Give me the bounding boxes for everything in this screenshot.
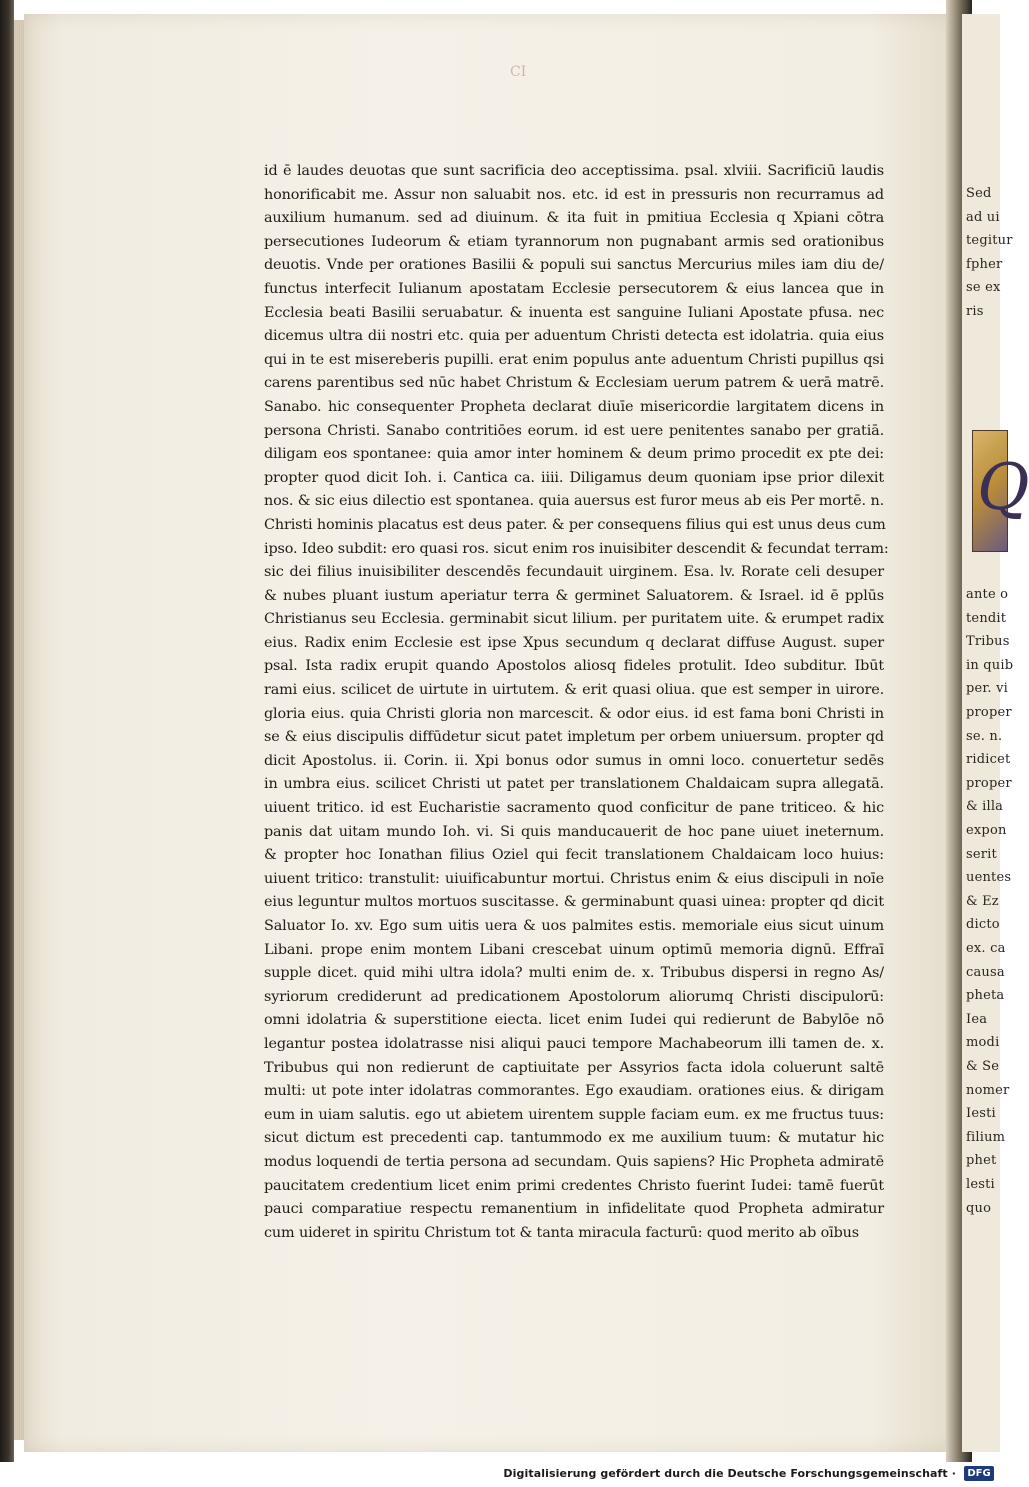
right-fragment-line: pheta: [966, 988, 1005, 1004]
dfg-logo-icon: DFG: [964, 1466, 994, 1481]
text-line: pauci comparatiue respectu remanentium in infidelitate quod Propheta admiratur: [264, 1201, 884, 1218]
faint-page-mark: CI: [510, 64, 527, 80]
text-line: Christianus seu Ecclesia. germinabit sicut lilium. per puritatem uite. & erumpet radix: [264, 611, 884, 628]
text-line: sicut dictum est precedenti cap. tantummodo ex me auxilium tuum: & mutatur hic: [264, 1130, 884, 1147]
text-line: Christi hominis placatus est deus pater. & per consequens filius qui est unus deus cum: [264, 516, 886, 533]
text-line: deuotis. Vnde per orationes Basilii & populi sui sanctus Mercurius miles iam diu de/: [264, 257, 884, 274]
right-fragment-line: Sed: [966, 186, 992, 201]
digitization-footer: [0, 1462, 1000, 1487]
text-line: persona Christi. Sanabo contritiōes eorum. id est uere penitentes sanabo per gratiā.: [264, 422, 884, 439]
text-line: auxilium humanum. sed ad diuinum. & ita fuit in pmitiua Ecclesia q Xpiani cōtra: [264, 210, 884, 227]
text-line: supple dicet. quid mihi ultra idola? multi enim de. x. Tribubus dispersi in regno As/: [264, 965, 884, 982]
right-fragment-line: tendit: [966, 610, 1007, 626]
illuminated-initial-icon: [972, 430, 1029, 552]
right-fragment-line: proper: [966, 705, 1012, 721]
text-line: eius. Radix enim Ecclesie est ipse Xpus secundum q declarat diffuse August. super: [264, 634, 884, 651]
text-line: legantur postea idolatrasse nisi aliqui pauci tempore Machabeorum illi tamen de. x.: [264, 1035, 884, 1052]
text-line: persecutiones Iudeorum & etiam tyrannorum non pugnabant armis sed orationibus: [264, 233, 884, 250]
text-line: Saluator Io. xv. Ego sum uitis uera & uos palmites estis. memoriale eius sicut uinum: [264, 918, 884, 934]
right-page-fragment: [962, 14, 1029, 1452]
text-line: dicemus ultra dii nostri etc. quia per aduentum Christi detecta est idolatria. quia eius: [264, 328, 884, 345]
text-line: diligam eos spontanee: quia amor inter hominem & deum primo procedit ex pte dei:: [264, 446, 884, 463]
text-line: nos. & sic eius dilectio est spontanea. quia auersus est furor meus ab eis Per mortē. n.: [264, 493, 884, 510]
right-fragment-line: ris: [966, 303, 984, 319]
text-line: Tribubus qui non redierunt de captiuitate per Assyrios facta idola coluerunt saltē: [264, 1059, 884, 1076]
right-fragment-line: expon: [966, 823, 1007, 839]
right-fragment-line: Tribus: [966, 634, 1010, 650]
right-fragment-line: lesti: [966, 1176, 995, 1192]
text-line: modus loquendi de tertia persona ad secundam. Quis sapiens? Hic Propheta admiratē: [264, 1153, 884, 1170]
right-fragment-line: fpher: [966, 256, 1003, 272]
text-line: & nubes pluant iustum aperiatur terra & germinet Saluatorem. & Israel. id ē pplūs: [264, 587, 884, 604]
text-line: se & eius discipulis diffūdetur sicut patet impletum per orbem uniuersum. propter qd: [264, 729, 884, 746]
illuminated-initial-letter: Q: [977, 451, 1029, 525]
text-line: Sanabo. hic consequenter Propheta declarat diuīe misericordie largitatem dicens in: [264, 398, 884, 415]
right-fragment-line: Iesti: [966, 1106, 996, 1122]
text-line: eum in uiam salutis. ego ut abietem uirentem supple faciam eum. ex me fructus tuus:: [264, 1106, 884, 1123]
right-fragment-line: ante o: [966, 587, 1009, 603]
text-line: uiuent tritico: transtulit: uiuificabuntur mortui. Christus enim & eius discipuli in noīe: [264, 870, 884, 887]
right-fragment-line: [966, 560, 1000, 584]
right-fragment-line: nomer: [966, 1082, 1010, 1098]
text-line: & propter hoc Ionathan filius Oziel qui fecit translationem Chaldaicam loco huius:: [264, 847, 884, 864]
right-fragment-line: & Ez: [966, 893, 999, 909]
text-line: omni idolatria & superstitione eiecta. licet enim Iudei qui redierunt de Babylōe nō: [264, 1012, 884, 1029]
right-fragment-line: ex. ca: [966, 941, 1006, 956]
text-line: cum uideret in spiritu Christum tot & tanta miracula facturū: quod merito ab oībus: [264, 1224, 859, 1241]
text-line: gloria eius. quia Christi gloria non marcescit. & odor eius. id est fama boni Christi in: [264, 705, 884, 722]
right-fragment-line: uentes: [966, 870, 1012, 886]
text-line: Libani. prope enim montem Libani crescebat uinum optimū memoria dignū. Effraī: [264, 941, 884, 958]
page-stack-edge: [14, 20, 24, 1440]
text-line: ipso. Ideo subdit: ero quasi ros. sicut enim ros inuisibiter descendit & fecundat terram:: [264, 540, 889, 557]
page-text-block: [264, 160, 889, 1245]
right-fragment-line: proper: [966, 775, 1012, 791]
right-fragment-line: [966, 347, 1000, 371]
right-fragment-line: se. n.: [966, 728, 1003, 744]
text-line: Ecclesia beati Basilii seruabatur. & inuenta est sanguine Iuliani Apostate pfusa. nec: [264, 304, 884, 321]
right-fragment-line: Iea: [966, 1011, 988, 1027]
footer-credit-text: Digitalisierung gefördert durch die Deutsche Forschungsgemeinschaft ·: [503, 1467, 956, 1480]
right-fragment-line: per. vi: [966, 681, 1008, 697]
right-page-text-fragments: [966, 182, 1014, 1220]
right-fragment-line: tegitur: [966, 233, 1013, 249]
text-line: propter quod dicit Ioh. i. Cantica ca. iiii. Diligamus deum quoniam ipse prior dilexit: [264, 469, 884, 486]
text-line: sic dei filius inuisibiliter descendēs fecundauit uirginem. Esa. lv. Rorate celi desuper: [264, 564, 884, 581]
right-fragment-line: quo: [966, 1200, 992, 1216]
book-cover-edge: [0, 0, 14, 1462]
text-line: uiuent tritico. id est Eucharistie sacramento quod conficitur de pane triticeo. & hic: [264, 800, 884, 817]
right-fragment-line: dicto: [966, 917, 1000, 933]
text-line: in umbra eius. scilicet Christi ut patet per translationem Chaldaicam supra allegatā.: [264, 776, 884, 793]
right-fragment-line: [966, 324, 1000, 348]
right-fragment-line: se ex: [966, 280, 1001, 296]
right-fragment-line: in quib: [966, 657, 1014, 673]
right-fragment-line: & Se: [966, 1058, 1000, 1074]
text-line: carens parentibus sed nūc habet Christum & Ecclesiam uerum patrem & uerā matrē.: [264, 375, 884, 392]
text-line: multi: ut pote inter idolatras commorantes. Ego exaudiam. orationes eius. & dirigam: [264, 1083, 884, 1100]
text-line: honorificabit me. Assur non saluabit nos. etc. id est in pressuris non recurramus ad: [264, 186, 884, 203]
right-fragment-line: causa: [966, 964, 1005, 980]
right-fragment-line: modi: [966, 1035, 1000, 1051]
right-fragment-line: phet: [966, 1153, 997, 1169]
text-line: id ē laudes deuotas que sunt sacrificia deo acceptissima. psal. xlviii. Sacrificiū laudis: [264, 163, 884, 179]
text-line: functus interfecit Iulianum apostatam Ecclesie persecutorem & eius lancea que in: [264, 280, 884, 297]
text-line: syriorum crediderunt ad predicationem Apostolorum aliorumq Christi discipulorū:: [264, 988, 884, 1005]
right-fragment-line: [966, 371, 1000, 395]
text-line: qui in te est misereberis pupilli. erat enim populus ante aduentum Christi pupillus qsi: [264, 351, 884, 368]
right-fragment-line: serit: [966, 846, 997, 862]
right-fragment-line: [966, 394, 1000, 418]
right-fragment-line: & illa: [966, 799, 1004, 815]
right-fragment-line: filium: [966, 1129, 1006, 1145]
text-line: psal. Ista radix erupit quando Apostolos aliosq fideles protulit. Ideo subditur. Ibūt: [264, 658, 884, 675]
right-fragment-line: ad ui: [966, 209, 1000, 225]
text-line: paucitatem credentium licet enim primi credentes Christo fuerint Iudei: tamē fuerūt: [264, 1177, 884, 1194]
text-line: dicit Apostolus. ii. Corin. ii. Xpi bonus odor sumus in omni loco. conuertetur sedēs: [264, 752, 884, 769]
text-line: eius leguntur multos mortuos suscitasse. & germinabunt quasi uinea: propter qd dicit: [264, 894, 884, 911]
text-line: rami eius. scilicet de uirtute in uirtutem. & erit quasi oliua. que est semper in uirore.: [264, 682, 884, 699]
text-line: panis dat uitam mundo Ioh. vi. Si quis manducauerit de hoc pane uiuet ineternum.: [264, 823, 884, 840]
right-fragment-line: ridicet: [966, 752, 1011, 768]
